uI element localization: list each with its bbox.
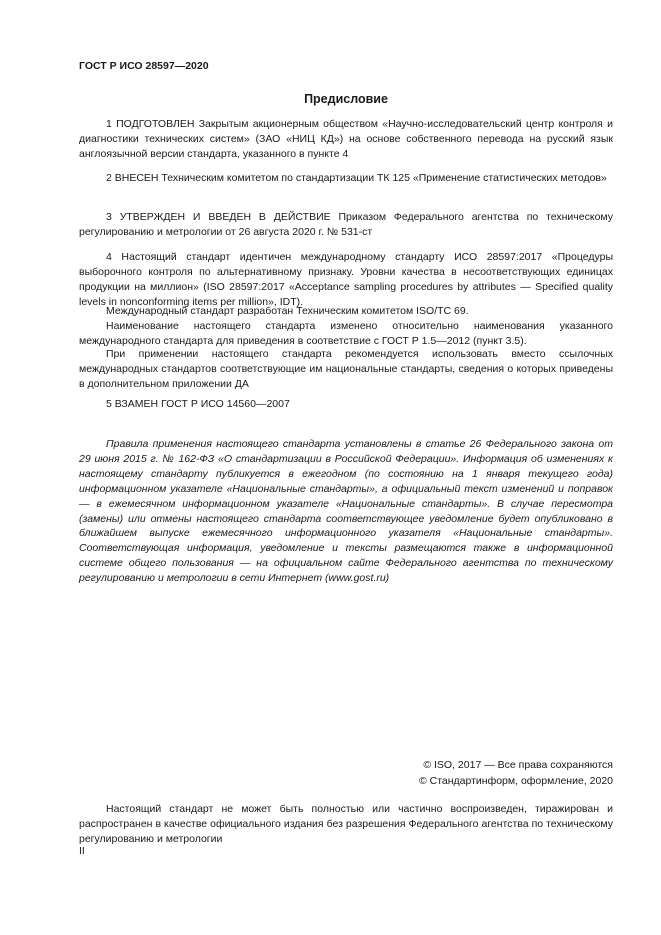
copyright-iso: © ISO, 2017 — Все права сохраняются <box>423 759 613 771</box>
paragraph-replaces: 5 ВЗАМЕН ГОСТ Р ИСО 14560—2007 <box>106 398 290 410</box>
paragraph-prepared-by: 1 ПОДГОТОВЛЕН Закрытым акционерным обществом «Научно-исследовательский центр контроля и диагностики технических систем» (ЗАО «НИЦ КД») на основе собственного перевода на русский язык англоязычной версии стандарта, указанного в пункте 4 <box>79 118 613 160</box>
paragraph-identical-standard: 4 Настоящий стандарт идентичен международному стандарту ИСО 28597:2017 «Процедуры выборочного контроля по альтернативному признаку. Уровни качества в несоответствующих единицах продукции на миллион» (ISO 28597:2017 «Acceptance sampling procedures by attributes — Specified quality levels in nonconforming items per million», IDT). <box>79 251 613 308</box>
paragraph-name-changed: Наименование настоящего стандарта изменено относительно наименования указанного международного стандарта для приведения в соответствие с ГОСТ Р 1.5—2012 (пункт 3.5). <box>79 320 613 347</box>
copyright-standartinform: © Стандартинформ, оформление, 2020 <box>418 774 613 787</box>
reproduction-notice: Настоящий стандарт не может быть полностью или частично воспроизведен, тиражирован и распространен в качестве официального издания без разрешения Федерального агентства по техническому регулированию и метрологии <box>79 803 613 845</box>
copyright-block <box>419 758 613 789</box>
rules-notice: Правила применения настоящего стандарта установлены в статье 26 Федерального закона от 29 июня 2015 г. № 162-ФЗ «О стандартизации в Российской Федерации». Информация об изменениях к настоящему стандарту публикуется в ежегодном (по состоянию на 1 января текущего года) информационном указателе «Национальные стандарты», а официальный текст изменений и поправок — в ежемесячном информационном указателе «Национальные стандарты». В случае пересмотра (замены) или отмены настоящего стандарта соответствующее уведомление будет опубликовано в ближайшем выпуске ежемесячного информационного указателя «Национальные стандарты». Соответствующая информация, уведомление и тексты размещаются также в информационной системе общего пользования — на официальном сайте Федерального агентства по техническому регулированию и метрологии в сети Интернет (www.gost.ru) <box>79 438 613 585</box>
paragraph-developed-by: Международный стандарт разработан Техническим комитетом ISO/TC 69. <box>106 305 469 317</box>
page-number: II <box>79 845 85 857</box>
paragraph-submitted-by: 2 ВНЕСЕН Техническим комитетом по стандартизации ТК 125 «Применение статистических методов» <box>106 172 607 184</box>
paragraph-references-note: При применении настоящего стандарта рекомендуется использовать вместо ссылочных международных стандартов соответствующие им национальные стандарты, сведения о которых приведены в дополнительном приложении ДА <box>79 348 613 390</box>
standard-code-header: ГОСТ Р ИСО 28597—2020 <box>79 60 209 72</box>
page-title: Предисловие <box>304 92 388 106</box>
paragraph-approved: 3 УТВЕРЖДЕН И ВВЕДЕН В ДЕЙСТВИЕ Приказом Федерального агентства по техническому регулированию и метрологии от 26 августа 2020 г. № 531-ст <box>79 211 613 238</box>
